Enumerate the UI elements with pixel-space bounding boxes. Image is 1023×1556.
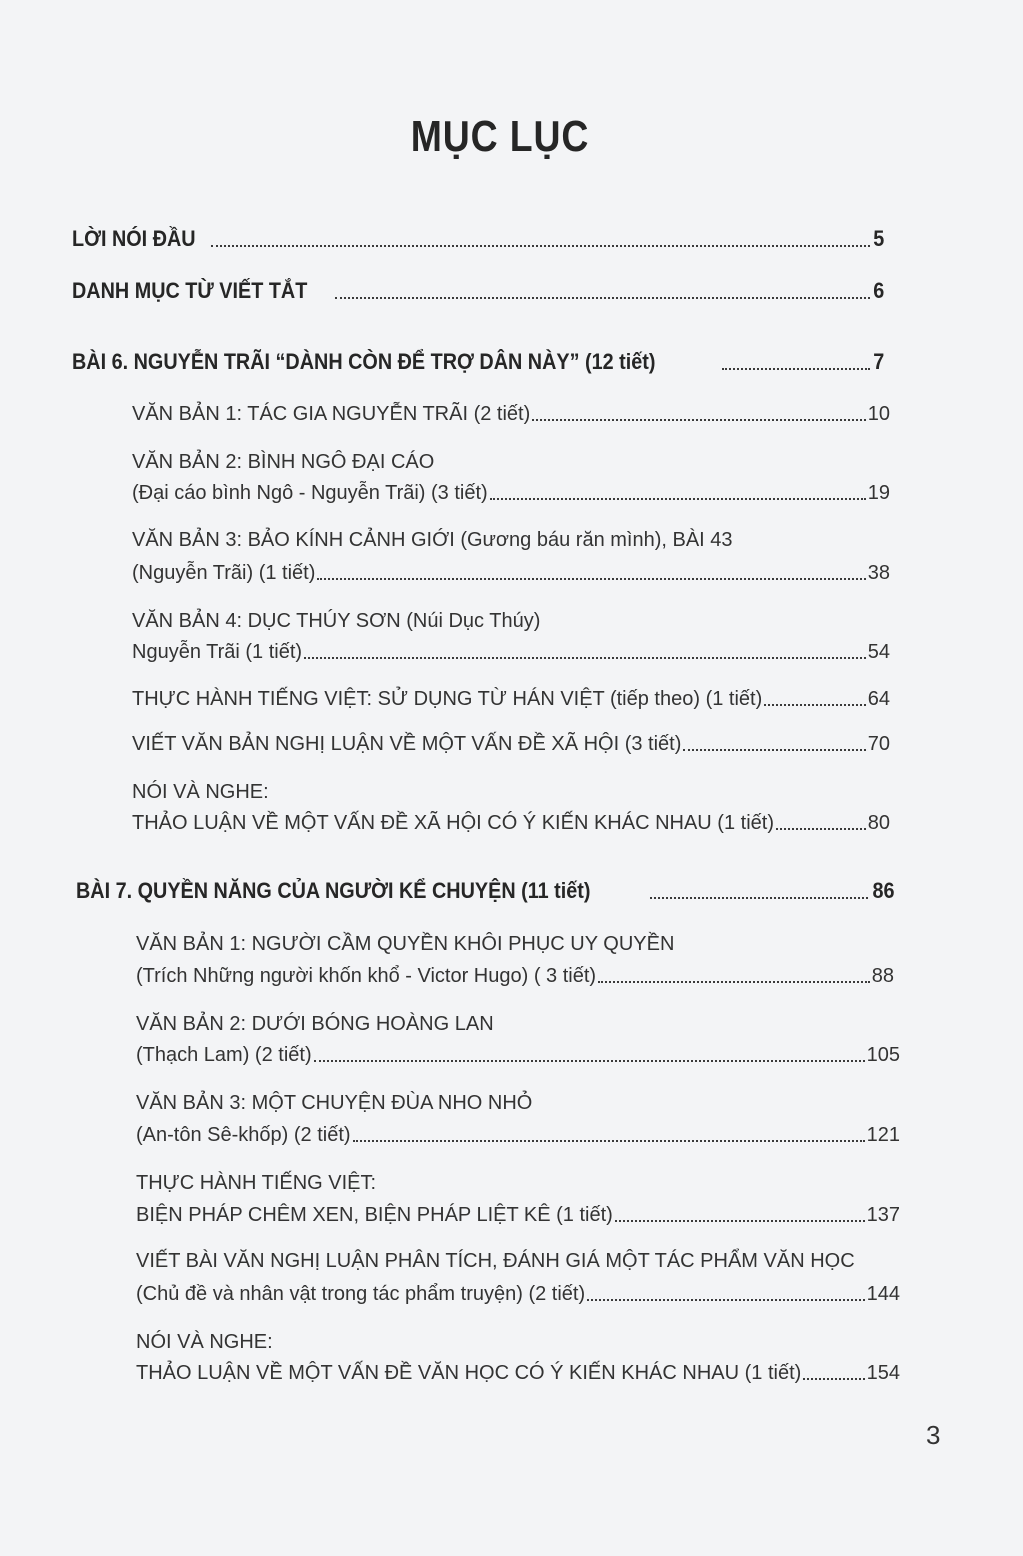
toc-entry-l6-text-2[interactable]	[132, 482, 890, 505]
toc-entry-l7-speaking[interactable]	[136, 1362, 900, 1385]
toc-entry-l7-vietnamese-practice[interactable]	[136, 1204, 900, 1227]
toc-label: (Thạch Lam) (2 tiết)	[136, 1044, 312, 1066]
toc-label: VIẾT VĂN BẢN NGHỊ LUẬN VỀ MỘT VẤN ĐỀ XÃ HỘI (3 tiết)	[132, 733, 682, 755]
toc-page-number: 64	[867, 688, 890, 710]
toc-entry-l7-writing[interactable]	[136, 1283, 900, 1306]
toc-page-number: 19	[867, 482, 890, 504]
toc-entry-l6-writing[interactable]	[132, 733, 890, 756]
dot-leader	[304, 657, 866, 659]
toc-entry-l6-text-1[interactable]	[132, 403, 890, 426]
dot-leader	[764, 704, 865, 706]
toc-entry-foreword[interactable]	[72, 226, 884, 252]
dot-leader	[598, 981, 870, 983]
toc-entry-lesson-6[interactable]	[72, 349, 884, 375]
toc-page-number: 86	[871, 878, 894, 903]
toc-page-number: 144	[866, 1283, 900, 1305]
dot-leader	[615, 1220, 865, 1222]
toc-entry-l7-text-3-title: VĂN BẢN 3: MỘT CHUYỆN ĐÙA NHO NHỎ	[136, 1092, 533, 1114]
toc-label: BÀI 7. QUYỀN NĂNG CỦA NGƯỜI KỂ CHUYỆN (11 tiết)	[76, 878, 591, 903]
toc-entry-l6-text-4-title: VĂN BẢN 4: DỤC THÚY SƠN (Núi Dục Thúy)	[132, 610, 541, 632]
toc-page-number: 80	[867, 812, 890, 834]
toc-page-number: 137	[866, 1204, 900, 1226]
toc-entry-l7-text-1-title: VĂN BẢN 1: NGƯỜI CẦM QUYỀN KHÔI PHỤC UY QUYỀN	[136, 933, 675, 955]
toc-label: BIỆN PHÁP CHÊM XEN, BIỆN PHÁP LIỆT KÊ (1 tiết)	[136, 1204, 613, 1226]
toc-entry-l7-writing-title: VIẾT BÀI VĂN NGHỊ LUẬN PHÂN TÍCH, ĐÁNH GIÁ MỘT TÁC PHẨM VĂN HỌC	[136, 1250, 855, 1272]
dot-leader	[211, 245, 869, 247]
page-title: MỤC LỤC	[410, 112, 590, 161]
toc-page-number: 10	[867, 403, 890, 425]
dot-leader	[317, 578, 865, 580]
toc-entry-l6-text-3-title: VĂN BẢN 3: BẢO KÍNH CẢNH GIỚI (Gương báu răn mình), BÀI 43	[132, 529, 733, 551]
toc-page-number: 7	[872, 349, 884, 374]
toc-label: THẢO LUẬN VỀ MỘT VẤN ĐỀ XÃ HỘI CÓ Ý KIẾN KHÁC NHAU (1 tiết)	[132, 812, 774, 834]
toc-label: Nguyễn Trãi (1 tiết)	[132, 641, 303, 663]
toc-entry-l7-text-1[interactable]	[136, 965, 894, 988]
toc-label: THỰC HÀNH TIẾNG VIỆT: SỬ DỤNG TỪ HÁN VIỆT (tiếp theo) (1 tiết)	[132, 688, 763, 710]
toc-label: (Đại cáo bình Ngô - Nguyễn Trãi) (3 tiết)	[132, 482, 488, 504]
toc-page-number: 154	[866, 1362, 900, 1384]
dot-leader	[650, 897, 868, 899]
toc-page-number: 38	[867, 562, 890, 584]
toc-page-number: 88	[871, 965, 894, 987]
toc-label: (Trích Những người khốn khổ - Victor Hugo) ( 3 tiết)	[136, 965, 597, 987]
toc-entry-l7-text-3[interactable]	[136, 1124, 900, 1147]
toc-label: THẢO LUẬN VỀ MỘT VẤN ĐỀ VĂN HỌC CÓ Ý KIẾN KHÁC NHAU (1 tiết)	[136, 1362, 802, 1384]
toc-entry-l6-text-2-title: VĂN BẢN 2: BÌNH NGÔ ĐẠI CÁO	[132, 451, 435, 473]
toc-page-number: 70	[867, 733, 890, 755]
page-number: 3	[926, 1420, 941, 1450]
dot-leader	[683, 749, 865, 751]
toc-label: VĂN BẢN 1: TÁC GIA NGUYỄN TRÃI (2 tiết)	[132, 403, 531, 425]
toc-entry-l7-text-2-title: VĂN BẢN 2: DƯỚI BÓNG HOÀNG LAN	[136, 1013, 494, 1035]
toc-label: (An-tôn Sê-khốp) (2 tiết)	[136, 1124, 351, 1146]
toc-label: (Nguyễn Trãi) (1 tiết)	[132, 562, 316, 584]
toc-entry-l7-vietnamese-practice-title: THỰC HÀNH TIẾNG VIỆT:	[136, 1172, 377, 1194]
dot-leader	[532, 419, 865, 421]
toc-entry-l7-speaking-title: NÓI VÀ NGHE:	[136, 1331, 273, 1353]
dot-leader	[335, 297, 869, 299]
toc-entry-l6-text-4[interactable]	[132, 641, 890, 664]
dot-leader	[803, 1378, 864, 1380]
toc-label: DANH MỤC TỪ VIẾT TẮT	[72, 278, 308, 303]
toc-entry-l6-text-3[interactable]	[132, 562, 890, 585]
toc-page-number: 54	[867, 641, 890, 663]
dot-leader	[353, 1140, 865, 1142]
dot-leader	[314, 1060, 865, 1062]
toc-entry-l6-speaking[interactable]	[132, 812, 890, 835]
toc-label: BÀI 6. NGUYỄN TRÃI “DÀNH CÒN ĐỂ TRỢ DÂN NÀY” (12 tiết)	[72, 349, 656, 374]
dot-leader	[587, 1299, 865, 1301]
toc-page-number: 121	[866, 1124, 900, 1146]
toc-entry-lesson-7[interactable]	[76, 878, 894, 904]
toc-entry-l6-speaking-title: NÓI VÀ NGHE:	[132, 781, 269, 803]
toc-entry-l6-vietnamese-practice[interactable]	[132, 688, 890, 711]
toc-entry-abbreviations[interactable]	[72, 278, 884, 304]
toc-page-number: 6	[872, 278, 884, 303]
dot-leader	[490, 498, 866, 500]
toc-entry-l7-text-2[interactable]	[136, 1044, 900, 1067]
toc-label: LỜI NÓI ĐẦU	[72, 226, 196, 251]
toc-page-number: 5	[872, 226, 884, 251]
dot-leader	[722, 368, 870, 370]
toc-page-number: 105	[866, 1044, 900, 1066]
dot-leader	[776, 828, 866, 830]
toc-label: (Chủ đề và nhân vật trong tác phẩm truyện) (2 tiết)	[136, 1283, 586, 1305]
